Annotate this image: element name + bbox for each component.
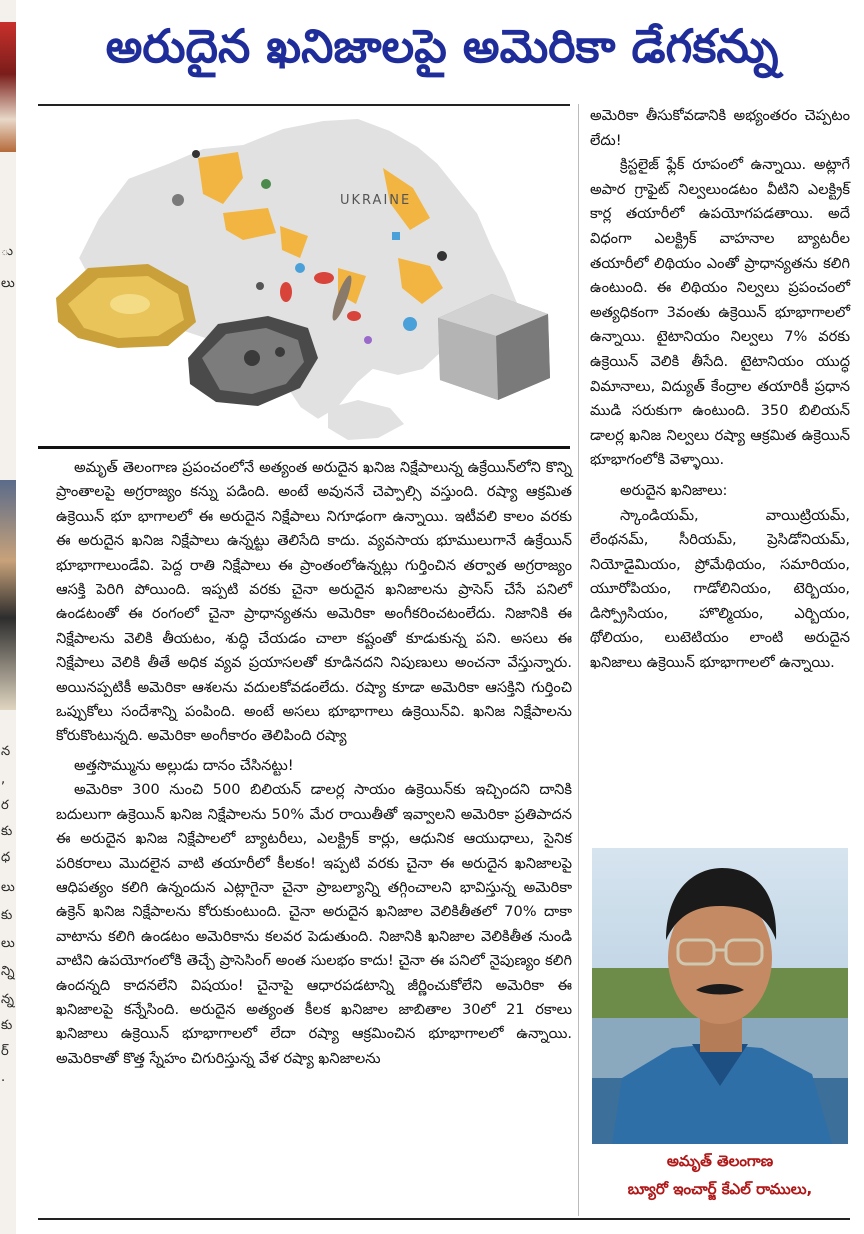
neighbour-line: న్ని [1, 964, 15, 979]
bottom-rule [38, 1218, 850, 1220]
deposit-spot [192, 150, 200, 158]
neighbour-line: లు [1, 880, 15, 895]
top-rule [38, 104, 570, 106]
minerals-list: స్కాండియమ్, వాయిట్రియమ్, లేంథనమ్, సీరియమ్, ప్రెసిడోనియమ్, నియోడైమియం, ప్రోమేథియం, సమారియం, యూరోపియం, గాడోలినియం, టెర్బియం, డిస్ప్రోసియం, హొల్మియం, ఎర్బియం, థోలియం, లుటెటియం లాంటి అరుదైన ఖనిజాలు ఉక్రెయిన్ భూభాగాలలో ఉన్నాయి. [590, 506, 850, 672]
deposit-spot [172, 194, 184, 206]
neighbour-line: న [1, 744, 11, 759]
column-divider [578, 104, 579, 1216]
deposit-spot [392, 232, 400, 240]
article-paragraph: క్రిస్టలైజ్ ఫ్లేక్ రూపంలో ఉన్నాయి. అట్లాగే అపార గ్రాఫైట్ నిల్వలుండటం వీటిని ఎలక్ట్రిక్ కార్ల తయారీలో ఉపయోగపడతాయి. అదే విధంగా ఎలక్ట్రిక్ వాహనాల బ్యాటరీల తయారీలో లిథియం ఎంతో ప్రాధాన్యతను కలిగి ఉంటుంది. ఈ లిథియం నిల్వలు ప్రపంచంలో అత్యధికంగా 3వంతు ఉక్రెయిన్ భూభాగాలలో ఉన్నాయి. టైటానియం నిల్వలు 7% వరకు ఉక్రెయిన్ వెలికి తీసేది. టైటానియం యుద్ధ విమానాలు, విద్యుత్ కేంద్రాల తయారికీ ప్రధాన ముడి సరుకుగా ఉంటుంది. 350 బిలియన్ డాలర్ల ఖనిజ నిల్వలు రష్యా ఆక్రమిత ఉక్రెయిన్ భూభాగంలోకి వెళ్ళాయి. [590, 156, 850, 469]
headline-text: అరుదైన ఖనిజాలపై అమెరికా డేగకన్ను [105, 19, 779, 73]
map-country-label: UKRAINE [340, 193, 412, 208]
article-continuation [590, 104, 850, 676]
headline [20, 0, 864, 104]
ukraine-minerals-map [38, 108, 570, 446]
neighbour-line: లు [1, 936, 15, 951]
article-body [56, 456, 572, 1071]
byline-name: అమృత్ తెలంగాణ [666, 1152, 774, 1170]
neighbour-line: . [1, 1070, 6, 1085]
deposit-spot [295, 263, 305, 273]
deposit-spot [403, 317, 417, 331]
reporter-portrait-icon [592, 848, 848, 1144]
deposit-spot [364, 336, 372, 344]
neighbour-line: ధ [1, 850, 11, 865]
map-bottom-rule [38, 446, 570, 449]
neighbour-line: ర్ [1, 1044, 9, 1059]
neighbour-line: న్న [1, 992, 14, 1007]
article-paragraph: అమెరికా తీసుకోవడానికి అభ్యంతరం చెప్పటం లేదు! [590, 107, 850, 149]
neighbour-photo-top [0, 22, 16, 152]
deposit-spot [347, 311, 361, 321]
crimea-land-shape [328, 400, 404, 440]
neighbour-line: , [1, 772, 6, 787]
neighbour-line: లు [1, 276, 15, 291]
deposit-spot [314, 272, 334, 284]
deposit-spot [256, 282, 264, 290]
article-subheading: అత్తసొమ్మును అల్లుడు దానం చేసినట్టు! [74, 756, 294, 774]
neighbour-line: ు [1, 244, 14, 259]
left-neighbour-strip [0, 0, 16, 1234]
article-paragraph: అమృత్ తెలంగాణ ప్రపంచంలోనే అత్యంత అరుదైన ఖనిజ నిక్షేపాలున్న ఉక్రేయిన్‌లోని కొన్ని ప్రాంతాలపై అగ్రరాజ్యం కన్ను పడింది. అంటే అవుననే చెప్పాల్సి వస్తుంది. రష్యా ఆక్రమిత ఉక్రెయిన్ భూ భాగాలలో ఈ అరుదైన నిక్షేపాలు నిగూఢంగా ఉన్నాయి. ఇటీవలి కాలం వరకు ఈ అరుదైన ఖనిజ నిక్షేపాలు ఉన్నట్టు తెలిసేది కాదు. వ్యవసాయ భూములుగానే ఉక్రేయిన్ భూభాగాలుండేవి. పెద్ద రాతి నిక్షేపాలు ఈ ప్రాంతంలోఉన్నట్లు గుర్తించిన తర్వాత అగ్రరాజ్యం ఆసక్తి పెరిగి పోయింది. ఇప్పటి వరకు చైనా అరుదైన ఖనిజాలను ప్రాసెస్ చేసే పనిలో ఉండటంతో ఈ రంగంలో చైనా ప్రాధాన్యతను అమెరికా అంగీకరించటంలేదు. నిజానికి ఈ నిక్షేపాలను వెలికి తీయటం, శుద్ధి చేయడం చాలా కష్టంతో కూడుకున్న పని. అసలు ఈ నిక్షేపాలు వెలికి తీతే అధిక వ్యవ ప్రయాసలతో కూడినదని నిపుణులు అంచనా వేస్తున్నారు. అయినప్పటికీ అమెరికా ఆశలను వదులకోవడంలేదు. రష్యా కూడా అమెరికా ఆసక్తిని గుర్తించి ఒప్పుకోలు సందేశాన్ని పంపింది. అంటే అసలు భూభాగాలు ఉక్రెయిన్‌వి. ఖనిజ నిక్షేపాలను కోరుకొంటున్నది. అమెరికా అంగీకారం తెలిపింది రష్యా [56, 459, 572, 745]
article-paragraph: అమెరికా 300 నుంచి 500 బిలియన్ డాలర్ల సాయం ఉక్రెయిన్‌కు ఇచ్చిందని దానికి బదులుగా ఉక్రెయిన్ ఖనిజ నిక్షేపాలను 50% మేర రాయితీతో ఇవ్వాలని అమెరికా ప్రతిపాదన ఈ అరుదైన ఖనిజ నిక్షేపాలలో బ్యాటరీలు, ఎలక్ట్రిక్ కార్లు, ఆధునిక ఆయుధాలు, సైనిక పరికరాలు మొదలైన వాటి తయారీలో కీలకం! ఇప్పటి వరకు చైనా ఈ అరుదైన ఖనిజాలపై ఆధిపత్యం కలిగి ఉన్నందున ఎట్లాగైనా చైనా ప్రాబల్యాన్ని తగ్గించాలని భావిస్తున్న అమెరికా ఉక్రెన్ ఖనిజ నిక్షేపాలను కోరుకుంటుంది. చైనా అరుదైన ఖనిజాల వెలికితీతలో 70% దాకా వాటాను కలిగి ఉండటం అమెరికాను కలవర పెడుతుంది. నిజానికి ఖనిజాల వెలికితీత నుండి వాటిని ఉపయోగంలోకి తెచ్చే ప్రాసెసింగ్ అంత సులభం కాదు! చైనా ఈ పనిలో నైపుణ్యం కలిగి ఉందన్నది కాదనలేని విషయం! చైనాపై ఆధారపడటాన్ని జీర్ణించుకోలేని అమెరికా ఈ ఖనిజాలపై కన్నేసింది. అరుదైన అత్యంత కీలక ఖనిజాల జాబితాల 30లో 21 రకాలు ఖనిజాలు ఉక్రెయిన్ భూభాగాలలో లేదా రష్యా ఆక్రమించిన భూభాగాలలో ఉన్నాయి. అమెరికాతో కొత్త స్నేహం చిగురిస్తున్న వేళ రష్యా ఖనిజాలను [56, 781, 572, 1067]
neighbour-line: కు [1, 824, 13, 839]
map-illustration [38, 108, 570, 446]
neighbour-photo-middle [0, 480, 16, 710]
deposit-spot [437, 251, 447, 261]
reporter-photo [592, 848, 848, 1144]
minerals-subheading: అరుదైన ఖనిజాలు: [620, 481, 728, 499]
neighbour-line: కు [1, 1018, 13, 1033]
neighbour-line: కు [1, 908, 13, 923]
neighbour-line: ర [1, 798, 9, 813]
deposit-spot [261, 179, 271, 189]
deposit-spot [280, 282, 292, 302]
byline-role: బ్యూరో ఇంచార్జ్ కేఎల్ రాములు, [627, 1180, 813, 1198]
